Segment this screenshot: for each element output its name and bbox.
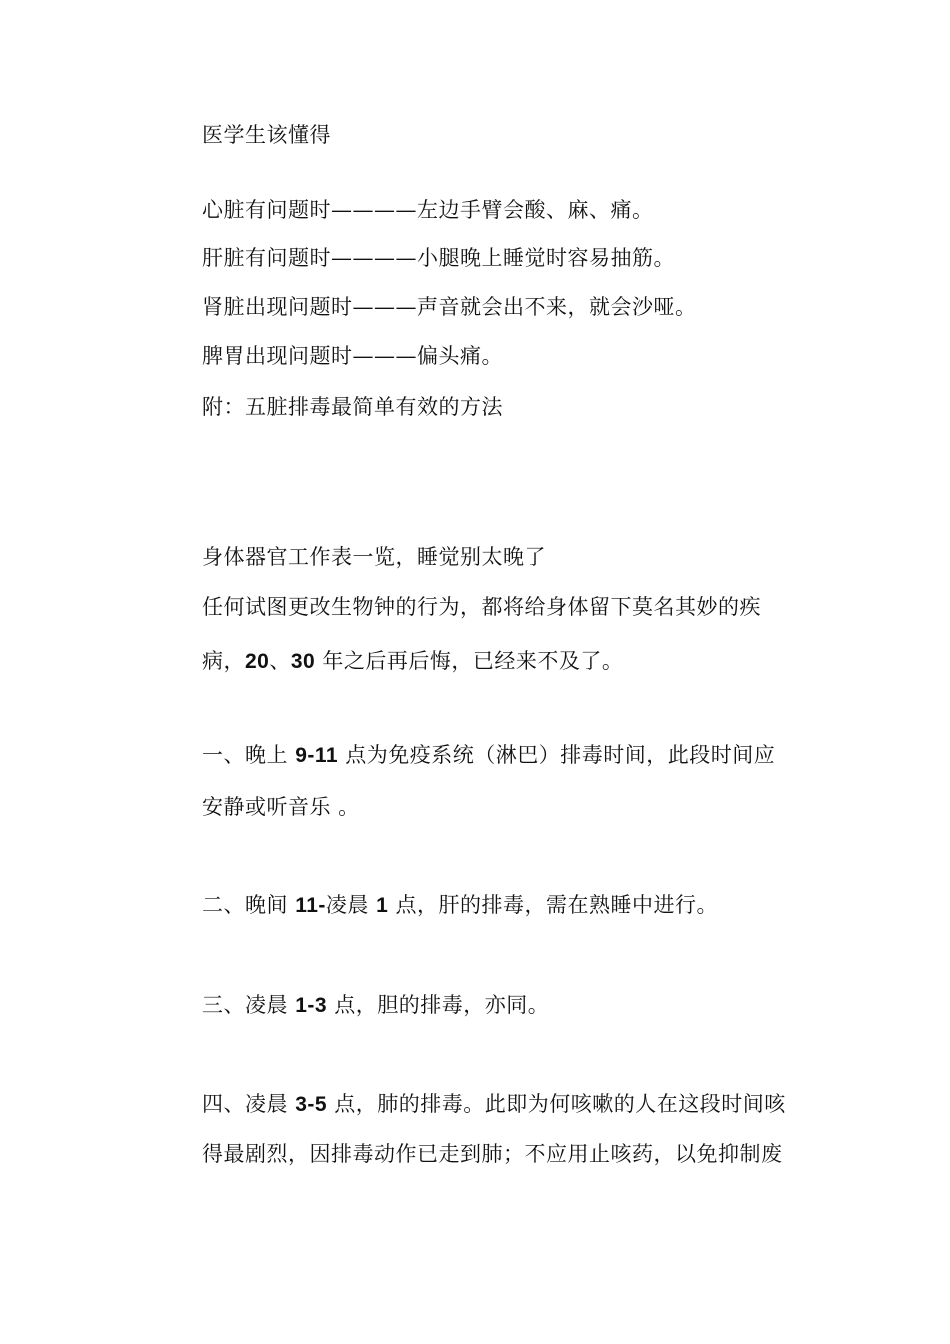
symptom-liver: 肝脏有问题时————小腿晚上睡觉时容易抽筋。 (202, 246, 675, 270)
symptom-spleen-stomach: 脾胃出现问题时———偏头痛。 (202, 344, 503, 368)
warning-line-1: 任何试图更改生物钟的行为，都将给身体留下莫名其妙的疾 (202, 595, 761, 619)
item-text: 点，胆的排毒，亦同。 (327, 993, 550, 1017)
item-text: 点为免疫系统（淋巴）排毒时间，此段时间应 (338, 743, 776, 767)
item-one-line-2: 安静或听音乐 。 (202, 795, 360, 819)
item-time: 11- (295, 894, 326, 917)
item-text: 点，肺的排毒。此即为何咳嗽的人在这段时间咳 (327, 1092, 786, 1116)
schedule-heading: 身体器官工作表一览，睡觉别太晚了 (202, 545, 546, 569)
warning-text: 病， (202, 649, 245, 673)
warning-text: 年之后再后悔，已经来不及了。 (315, 649, 624, 673)
item-time: 1 (376, 894, 389, 917)
symptom-kidney: 肾脏出现问题时———声音就会出不来，就会沙哑。 (202, 295, 697, 319)
item-time: 9-11 (295, 744, 339, 767)
warning-number: 30 (290, 650, 316, 673)
item-text: 二、晚间 (202, 893, 296, 917)
item-text: 凌晨 (325, 893, 377, 917)
item-text: 点，肝的排毒，需在熟睡中进行。 (388, 893, 718, 917)
warning-number: 20 (245, 650, 270, 673)
item-three (202, 992, 549, 1019)
symptom-heart: 心脏有问题时————左边手臂会酸、麻、痛。 (202, 198, 654, 222)
warning-line-2 (202, 648, 623, 675)
appendix-heading: 附：五脏排毒最简单有效的方法 (202, 395, 503, 419)
item-four-line-1 (202, 1091, 786, 1118)
document-title: 医学生该懂得 (202, 123, 331, 147)
item-two (202, 892, 718, 919)
item-text: 一、晚上 (202, 743, 296, 767)
item-text: 三、凌晨 (202, 993, 296, 1017)
warning-text: 、 (269, 649, 291, 673)
item-four-line-2: 得最剧烈，因排毒动作已走到肺；不应用止咳药，以免抑制废 (202, 1142, 783, 1166)
item-time: 3-5 (295, 1093, 328, 1116)
item-text: 四、凌晨 (202, 1092, 296, 1116)
item-time: 1-3 (295, 994, 328, 1017)
item-one-line-1 (202, 742, 775, 769)
